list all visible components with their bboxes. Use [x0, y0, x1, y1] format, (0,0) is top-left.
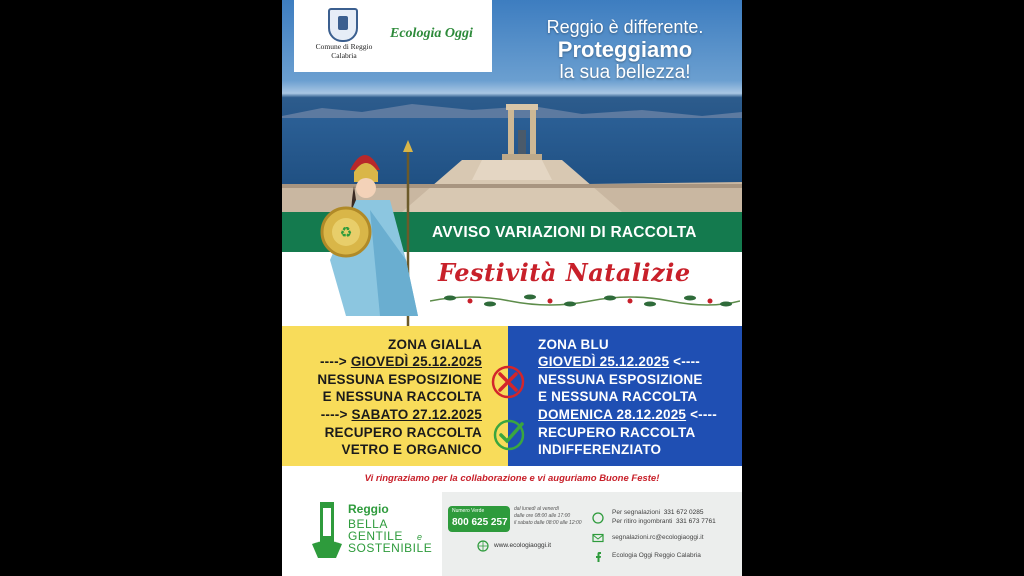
- zona-blu-day1-line2: E NESSUNA RACCOLTA: [538, 389, 698, 404]
- zona-blu-title: ZONA BLU: [538, 337, 609, 352]
- segnalazioni-line: [612, 509, 703, 516]
- zona-gialla-day1: [320, 353, 482, 370]
- ingombranti-line: [612, 518, 716, 525]
- zona-blu-day2-line2: INDIFFERENZIATO: [538, 442, 662, 457]
- hours-line: dalle ore 08:00 alle 17:00: [514, 513, 571, 519]
- reggio-bella-logo-icon: [312, 500, 342, 560]
- tagline-line-2: Proteggiamo: [557, 37, 693, 62]
- banner-title: AVVISO VARIAZIONI DI RACCOLTA: [432, 224, 697, 241]
- date-label: GIOVEDÌ 25.12.2025: [538, 354, 670, 369]
- arrow-label: <----: [690, 407, 717, 422]
- logo-box: [294, 0, 492, 72]
- ecologia-oggi-logo: Ecologia Oggi: [390, 26, 473, 41]
- opening-hours: [514, 506, 582, 527]
- logo-line-bella: BELLA: [348, 517, 388, 531]
- logo-reggio: Reggio: [348, 502, 389, 516]
- zona-blu-day1-line1: NESSUNA ESPOSIZIONE: [538, 372, 703, 387]
- logo-line-sostenibile: SOSTENIBILE: [348, 541, 433, 555]
- contact-number[interactable]: 331 672 0285: [663, 509, 704, 516]
- email-link[interactable]: segnalazioni.rc@ecologiaoggi.it: [612, 534, 704, 541]
- arrow-label: ---->: [320, 407, 348, 422]
- comune-crest-icon: [328, 8, 358, 42]
- facebook-icon: [592, 550, 604, 562]
- date-label: SABATO 27.12.2025: [351, 407, 482, 422]
- comune-label: Comune di Reggio Calabria: [315, 42, 373, 60]
- globe-icon: [477, 540, 489, 552]
- zona-gialla-title: ZONA GIALLA: [388, 337, 482, 352]
- contact-label: Per segnalazioni: [612, 509, 661, 516]
- zona-blu-day1: [538, 353, 700, 370]
- thanks-text: Vi ringraziamo per la collaborazione e vi auguriamo Buone Feste!: [364, 473, 660, 484]
- thanks-message: [282, 466, 742, 492]
- footer: [282, 492, 742, 576]
- zona-gialla-day1-line2: E NESSUNA RACCOLTA: [322, 389, 482, 404]
- numero-verde-label: Numero Verde: [452, 508, 485, 514]
- svg-text:♻: ♻: [339, 225, 353, 241]
- website-link[interactable]: www.ecologiaoggi.it: [494, 542, 552, 549]
- arrow-label: <----: [673, 354, 701, 369]
- zona-gialla-panel: [282, 326, 508, 466]
- hours-line: dal lunedì al venerdì: [514, 506, 560, 512]
- festivita-title: Festività Natalizie: [438, 258, 691, 287]
- logo-e: e: [417, 532, 423, 542]
- contact-number[interactable]: 331 673 7761: [675, 518, 716, 525]
- zona-blu-day2: [538, 406, 717, 423]
- email-icon: [592, 532, 604, 544]
- date-label: DOMENICA 28.12.2025: [538, 407, 687, 422]
- holly-garland-icon: [430, 290, 740, 312]
- whatsapp-icon: [592, 512, 604, 524]
- zona-gialla-day1-line1: NESSUNA ESPOSIZIONE: [317, 372, 482, 387]
- tagline: [520, 16, 730, 84]
- zona-gialla-day2-line1: RECUPERO RACCOLTA: [324, 425, 482, 440]
- tagline-line-3: la sua bellezza!: [559, 62, 691, 83]
- logo-line-gentile: GENTILE: [348, 529, 403, 543]
- no-collection-x-icon: [491, 365, 525, 399]
- hours-line: il sabato dalle 08:00 alle 12:00: [514, 520, 582, 526]
- zona-blu-panel: [508, 326, 742, 466]
- facebook-link[interactable]: Ecologia Oggi Reggio Calabria: [612, 552, 701, 559]
- numero-verde-badge[interactable]: [448, 506, 510, 532]
- numero-verde-number: 800 625 257: [452, 517, 508, 528]
- date-label: GIOVEDÌ 25.12.2025: [350, 354, 482, 369]
- tagline-line-1: Reggio è differente.: [546, 17, 704, 37]
- zona-blu-day2-line1: RECUPERO RACCOLTA: [538, 425, 696, 440]
- zona-gialla-day2: [321, 406, 482, 423]
- monument-graphic: [502, 100, 542, 160]
- contact-label: Per ritiro ingombranti: [612, 518, 673, 525]
- arrow-label: ---->: [319, 354, 347, 369]
- poster: [282, 0, 742, 576]
- zona-gialla-day2-line2: VETRO E ORGANICO: [341, 442, 482, 457]
- recovery-check-icon: [492, 418, 526, 452]
- athena-mascot-icon: [310, 140, 430, 326]
